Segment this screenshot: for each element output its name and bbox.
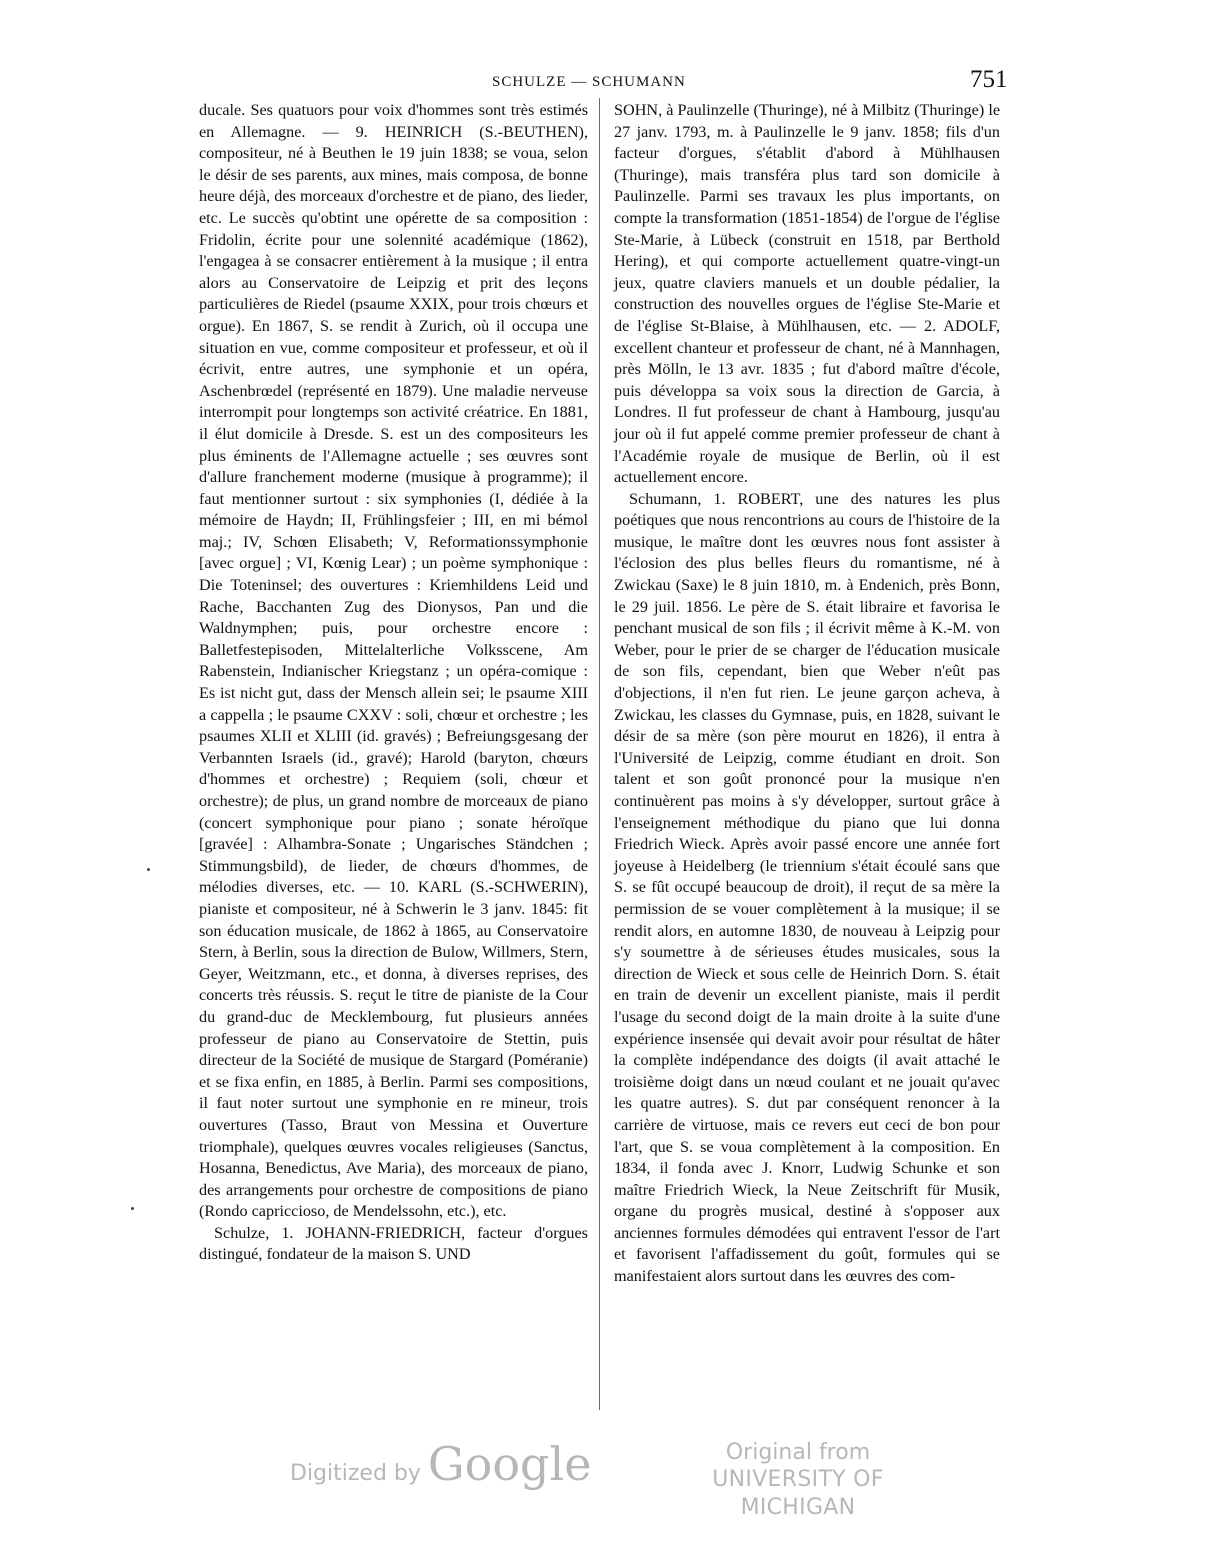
right-paragraph-2: Schumann, 1. ROBERT, une des natures les plus poétiques que nous rencontrions au cours de l'histoire de la musique, le maître dont les œuvres nous font assister à l'éclosion des plus belles fleurs du romantisme, né à Zwickau (Saxe) le 8 juin 1810, m. à Endenich, près Bonn, le 29 juil. 1856. Le père de S. était libraire et favorisa le penchant musical de son fils ; il écrivit même à K.-M. von Weber, pour le prier de se charger de l'éducation musicale de son fils, cependant, bien que Weber n'eût pas d'objections, il n'en fut rien. Le jeune garçon acheva, à Zwickau, les classes du Gymnase, puis, en 1828, suivant le désir de sa mère (son père mourut en 1826), il entra à l'Université de Leipzig, comme étudiant en droit. Son talent et son goût prononcé pour la musique n'en continuèrent pas moins à s'y développer, surtout grâce à l'enseignement méthodique du piano que lui donna Friedrich Wieck. Après avoir passé encore une année fort joyeuse à Heidelberg (le triennium s'était écoulé sans que S. se fût occupé beaucoup de droit), il reçut de sa mère la permission de se vouer complètement à la musique; il se rendit alors, en automne 1830, de nouveau à Leipzig pour s'y soumettre à de sérieuses études musicales, sous la direction de Wieck et sous celle de Heinrich Dorn. S. était en train de devenir un excellent pianiste, mais il perdit l'usage du second doigt de la main droite à la suite d'une expérience insensée qui devait avoir pour résultat de hâter la complète indépendance des doigts (il avait attaché le troisième doigt dans un nœud coulant et ne jouait qu'avec les quatre autres). S. dut par conséquent renoncer à la carrière de virtuose, mais ce revers eut ceci de bon pour l'art, que S. se voua complètement à la composition. En 1834, il fonda avec J. Knorr, Ludwig Schunke et son maître Friedrich Wieck, la Neue Zeitschrift für Musik, organe du progrès musical, destiné à s'opposer aux anciennes formules démodées qui entravent l'essor de l'art et favorisent l'affadissement du goût, formules qui se manifestaient alors surtout dans les œuvres des com- [614, 489, 1000, 1286]
digitized-by-watermark [290, 1437, 591, 1491]
page-footer [0, 1432, 1207, 1520]
original-source-watermark [668, 1440, 928, 1522]
page-header [200, 64, 1008, 100]
right-column [614, 100, 1000, 1288]
margin-speck [131, 1207, 134, 1210]
google-logo: Google [427, 1437, 592, 1491]
left-column [199, 100, 588, 1266]
left-paragraph-2: Schulze, 1. JOHANN-FRIEDRICH, facteur d'orgues distingué, fondateur de la maison S. UND [199, 1223, 588, 1264]
university-label: UNIVERSITY OF MICHIGAN [712, 1467, 884, 1520]
column-divider [599, 98, 600, 1410]
digitized-prefix: Digitized by [290, 1461, 421, 1486]
left-paragraph-1: ducale. Ses quatuors pour voix d'hommes sont très estimés en Allemagne. — 9. HEINRICH (S.-BEUTHEN), compositeur, né à Beuthen le 19 juin 1838; se voua, selon le désir de ses parents, aux mines, mais composa, de bonne heure déjà, des morceaux d'orchestre et de piano, des lieder, etc. Le succès qu'obtint une opérette de sa composition : Fridolin, écrite pour une solennité académique (1862), l'engagea à se consacrer entièrement à la musique ; il entra alors au Conservatoire de Leipzig et prit des leçons particulières de Riedel (psaume XXIX, pour trois chœurs et orgue). En 1867, S. se rendit à Zurich, où il occupa une situation en vue, comme compositeur et professeur, et où il écrivit, entre autres, une symphonie et un opéra, Aschenbrœdel (représenté en 1879). Une maladie nerveuse interrompit pour longtemps son activité créatrice. En 1881, il élut domicile à Dresde. S. est un des compositeurs les plus éminents de l'Allemagne actuelle ; ses œuvres sont d'allure franchement moderne (musique à programme); il faut mentionner surtout : six symphonies (I, dédiée à la mémoire de Haydn; II, Frühlingsfeier ; III, en mi bémol maj.; IV, Schœn Elisabeth; V, Reformationssymphonie [avec orgue] ; VI, Kœnig Lear) ; un poème symphonique : Die Toteninsel; des ouvertures : Kriemhildens Leid und Rache, Bacchanten Zug des Dionysos, Pan und die Waldnymphen; puis, pour orchestre encore : Balletfestepisoden, Mittelalterliche Volksscene, Am Rabenstein, Indianischer Kriegstanz ; un opéra-comique : Es ist nicht gut, dass der Mensch allein sei; le psaume XIII a cappella ; le psaume CXXV : soli, chœur et orchestre ; les psaumes XLII et XLIII (id. gravés) ; Befreiungsgesang der Verbannten Israels (id., gravé); Harold (baryton, chœurs d'hommes et orchestre) ; Requiem (soli, chœur et orchestre); de plus, un grand nombre de morceaux de piano (concert symphonique pour piano ; sonate héroïque [gravée] : Alhambra-Sonate ; Ungarisches Ständchen ; Stimmungsbild), de lieder, de chœurs d'hommes, de mélodies diverses, etc. — 10. KARL (S.-SCHWERIN), pianiste et compositeur, né à Schwerin le 3 janv. 1845: fit son éducation musicale, de 1862 à 1865, au Conservatoire Stern, à Berlin, sous la direction de Bulow, Willmers, Stern, Geyer, Weitzmann, etc., et donna, à diverses reprises, des concerts très réussis. S. reçut le titre de pianiste de la Cour du grand-duc de Mecklembourg, fut plusieurs années professeur de piano au Conservatoire de Stettin, puis directeur de la Société de musique de Stargard (Poméranie) et se fixa enfin, en 1885, à Berlin. Parmi ses compositions, il faut noter surtout une symphonie en re mineur, trois ouvertures (Tasso, Braut von Messina et Ouverture triomphale), quelques œuvres vocales religieuses (Sanctus, Hosanna, Benedictus, Ave Maria), des morceaux de piano, des arrangements pour orchestre de compositions de piano (Rondo capriccioso, de Mendelssohn, etc.), etc. [199, 101, 588, 1221]
margin-speck [147, 868, 150, 871]
original-from-label: Original from [725, 1440, 871, 1465]
page-number: 751 [970, 66, 1008, 93]
running-title: SCHULZE — SCHUMANN [492, 74, 686, 90]
right-paragraph-1: SOHN, à Paulinzelle (Thuringe), né à Milbitz (Thuringe) le 27 janv. 1793, m. à Paulinzelle le 9 janv. 1858; fils d'un facteur d'orgues, s'établit d'abord à Mühlhausen (Thuringe), mais transféra plus tard son domicile à Paulinzelle. Parmi ses travaux les plus importants, on compte la transformation (1851-1854) de l'orgue de l'église Ste-Marie, à Lübeck (construit en 1518, par Berthold Hering), et qui comporte actuellement quatre-vingt-un jeux, quatre claviers manuels et un double pédalier, la construction des nouvelles orgues de l'église Ste-Marie et de l'église St-Blaise, à Mühlhausen, etc. — 2. ADOLF, excellent chanteur et professeur de chant, né à Mannhagen, près Mölln, le 13 avr. 1835 ; fut d'abord maître d'école, puis développa sa voix sous la direction de Garcia, à Londres. Il fut professeur de chant à Hambourg, jusqu'au jour où il fut appelé comme premier professeur de chant à l'Académie royale de musique de Berlin, où il est actuellement encore. [614, 101, 1000, 487]
